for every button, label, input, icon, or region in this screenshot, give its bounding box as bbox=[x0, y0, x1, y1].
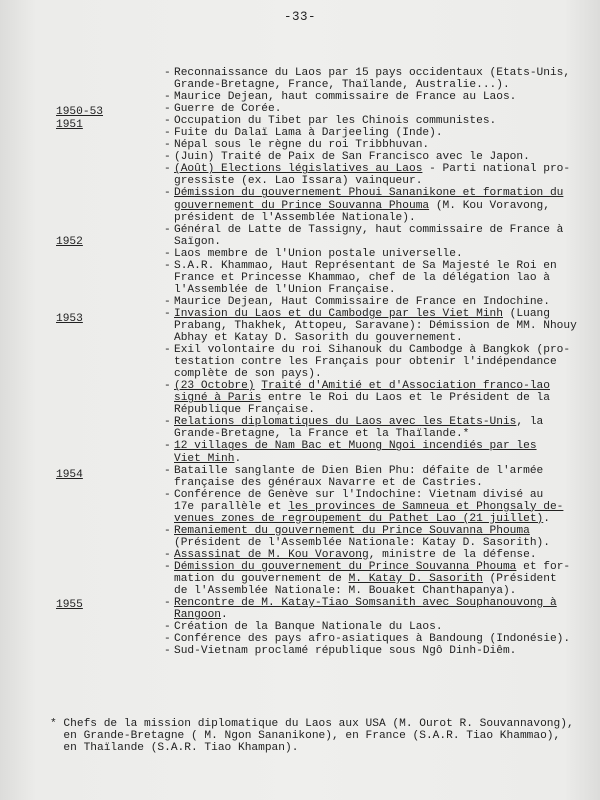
chronology-entry bbox=[140, 561, 585, 597]
underlined-text: Traité d'Amitié et d'Association franco-lao signé à Paris bbox=[174, 380, 550, 405]
underlined-text: (Août) Elections législatives au Laos bbox=[174, 163, 423, 176]
chronology-entry bbox=[140, 224, 585, 248]
chronology-entry bbox=[140, 465, 585, 489]
footnote: * Chefs de la mission diplomatique du Laos aux USA (M. Ourot R. Souvannavong), en Grande-Bretagne ( M. Ngon Sananikone), en France (S.A.R. Tiao Khammao), en Thaïlande (S.A.R. Tiao Khampan). bbox=[50, 718, 574, 755]
entry-text: Laos membre de l'Union postale universelle. bbox=[174, 247, 463, 260]
entry-text: S.A.R. Khammao, Haut Représentant de Sa Majesté le Roi en France et Princesse Khammao, chef de la délégation lao à l'Assemblée de l'Union Française. bbox=[174, 259, 557, 296]
chronology-entry bbox=[140, 248, 585, 260]
entry-text: Sud-Vietnam proclamé république sous Ngô Dinh-Diêm. bbox=[174, 645, 517, 658]
chronology-entry bbox=[140, 380, 585, 416]
year-label-1951: 1951 bbox=[56, 119, 83, 131]
underlined-text: M. Katay D. Sasorith bbox=[348, 572, 483, 585]
chronology-entry bbox=[140, 260, 585, 296]
entry-text: Exil volontaire du roi Sihanouk du Cambodge à Bangkok (pro- testation contre les Français pour obtenir l'indépendance complète de son pays). bbox=[174, 344, 571, 381]
chronology-entry bbox=[140, 416, 585, 440]
underlined-text: Invasion du Laos et du Cambodge par les Viet Minh bbox=[174, 307, 503, 320]
chronology-list bbox=[140, 67, 585, 657]
entry-text: Occupation du Tibet par les Chinois communistes. bbox=[174, 115, 497, 128]
entry-text: Création de la Banque Nationale du Laos. bbox=[174, 621, 443, 634]
entry-text: , la Grande-Bretagne, la France et la Thaïlande.* bbox=[174, 416, 544, 441]
year-label-1950-53: 1950-53 bbox=[56, 106, 103, 118]
entry-text: (Juin) Traité de Paix de San Francisco avec le Japon. bbox=[174, 151, 530, 164]
chronology-entry bbox=[140, 645, 585, 657]
chronology-entry bbox=[140, 127, 585, 139]
entry-text: - Parti national pro- gressiste (ex. Lao Issara) vainqueur. bbox=[174, 163, 571, 188]
chronology-entry bbox=[140, 91, 585, 103]
chronology-entry bbox=[140, 525, 585, 549]
entry-text: Fuite du Dalaï Lama à Darjeeling (Inde). bbox=[174, 127, 443, 140]
entry-text: . bbox=[543, 512, 550, 525]
chronology-entry bbox=[140, 139, 585, 151]
year-label-1953: 1953 bbox=[56, 313, 83, 325]
underlined-text: (23 Octobre) bbox=[174, 380, 255, 393]
entry-text: Général de Latte de Tassigny, haut commissaire de France à Saïgon. bbox=[174, 223, 564, 248]
entry-text: Maurice Dejean, haut commissaire de France au Laos. bbox=[174, 91, 517, 104]
entry-text: (Président de l'Assemblée Nationale: M. Bouaket Chanthapanya). bbox=[174, 572, 557, 598]
entry-text: (Président de l'Assemblée Nationale: Katay D. Sasorith). bbox=[174, 536, 550, 549]
underlined-text: Rencontre de M. Katay-Tiao Somsanith avec Souphanouvong à Rangoon bbox=[174, 597, 557, 622]
entry-text: Conférence des pays afro-asiatiques à Bandoung (Indonésie). bbox=[174, 633, 571, 646]
entry-text: (M. Kou Voravong, président de l'Assemblée Nationale). bbox=[174, 199, 550, 224]
entry-text: et for- mation du gouvernement de bbox=[174, 560, 571, 585]
chronology-entry bbox=[140, 296, 585, 308]
entry-text: . bbox=[221, 609, 228, 622]
chronology-entry bbox=[140, 163, 585, 187]
entry-text: Conférence de Genève sur l'Indochine: Vietnam divisé au 17e parallèle et bbox=[174, 488, 544, 513]
chronology-entry bbox=[140, 633, 585, 645]
entry-text: Guerre de Corée. bbox=[174, 103, 282, 116]
entry-text: (Luang Prabang, Thakhek, Attopeu, Saravane): Démission de MM. Nhouy Abhay et Katay D. Sasorith du gouvernement. bbox=[174, 307, 577, 345]
entry-text: Népal sous le règne du roi Tribbhuvan. bbox=[174, 139, 430, 152]
chronology-entry bbox=[140, 440, 585, 464]
entry-text: Bataille sanglante de Dien Bien Phu: défaite de l'armée française des généraux Navarre et de Castries. bbox=[174, 464, 544, 489]
underlined-text: Démission du gouvernement du Prince Souvanna Phouma bbox=[174, 560, 517, 573]
chronology-entry bbox=[140, 103, 585, 115]
chronology-entry bbox=[140, 597, 585, 621]
page-number: -33- bbox=[283, 10, 316, 24]
chronology-entry bbox=[140, 187, 585, 223]
chronology-entry bbox=[140, 151, 585, 163]
underlined-text: Remaniement du gouvernement du Prince Souvanna Phouma bbox=[174, 524, 530, 537]
year-label-1954: 1954 bbox=[56, 469, 83, 481]
year-label-1955: 1955 bbox=[56, 599, 83, 611]
entry-text: Maurice Dejean, Haut Commissaire de France en Indochine. bbox=[174, 295, 550, 308]
chronology-entry bbox=[140, 549, 585, 561]
entry-text: , ministre de la défense. bbox=[368, 548, 537, 561]
chronology-entry bbox=[140, 621, 585, 633]
underlined-text: Assassinat de M. Kou Voravong bbox=[174, 548, 369, 561]
chronology-entry bbox=[140, 308, 585, 344]
year-label-1952: 1952 bbox=[56, 236, 83, 248]
underlined-text: 12 villages de Nam Bac et Muong Ngoi incendiés par les Viet Minh bbox=[174, 440, 537, 465]
chronology-entry bbox=[140, 489, 585, 525]
underlined-text: Démission du gouvernement Phoui Sananikone et formation du gouvernement du Prince Souvanna Phouma bbox=[174, 187, 564, 212]
underlined-text: Relations diplomatiques du Laos avec les Etats-Unis bbox=[174, 416, 517, 429]
entry-text: . bbox=[234, 452, 242, 465]
chronology-entry bbox=[140, 67, 585, 91]
underlined-text: les provinces de Samneua et Phongsaly de- venues zones de regroupement du Pathet Lao (21 juillet) bbox=[174, 500, 564, 525]
entry-text: Reconnaissance du Laos par 15 pays occidentaux (Etats-Unis, Grande-Bretagne, France, Thaïlande, Australie...). bbox=[174, 67, 571, 92]
entry-text: entre le Roi du Laos et le Président de la République Française. bbox=[174, 392, 550, 417]
chronology-entry bbox=[140, 115, 585, 127]
chronology-entry bbox=[140, 344, 585, 380]
